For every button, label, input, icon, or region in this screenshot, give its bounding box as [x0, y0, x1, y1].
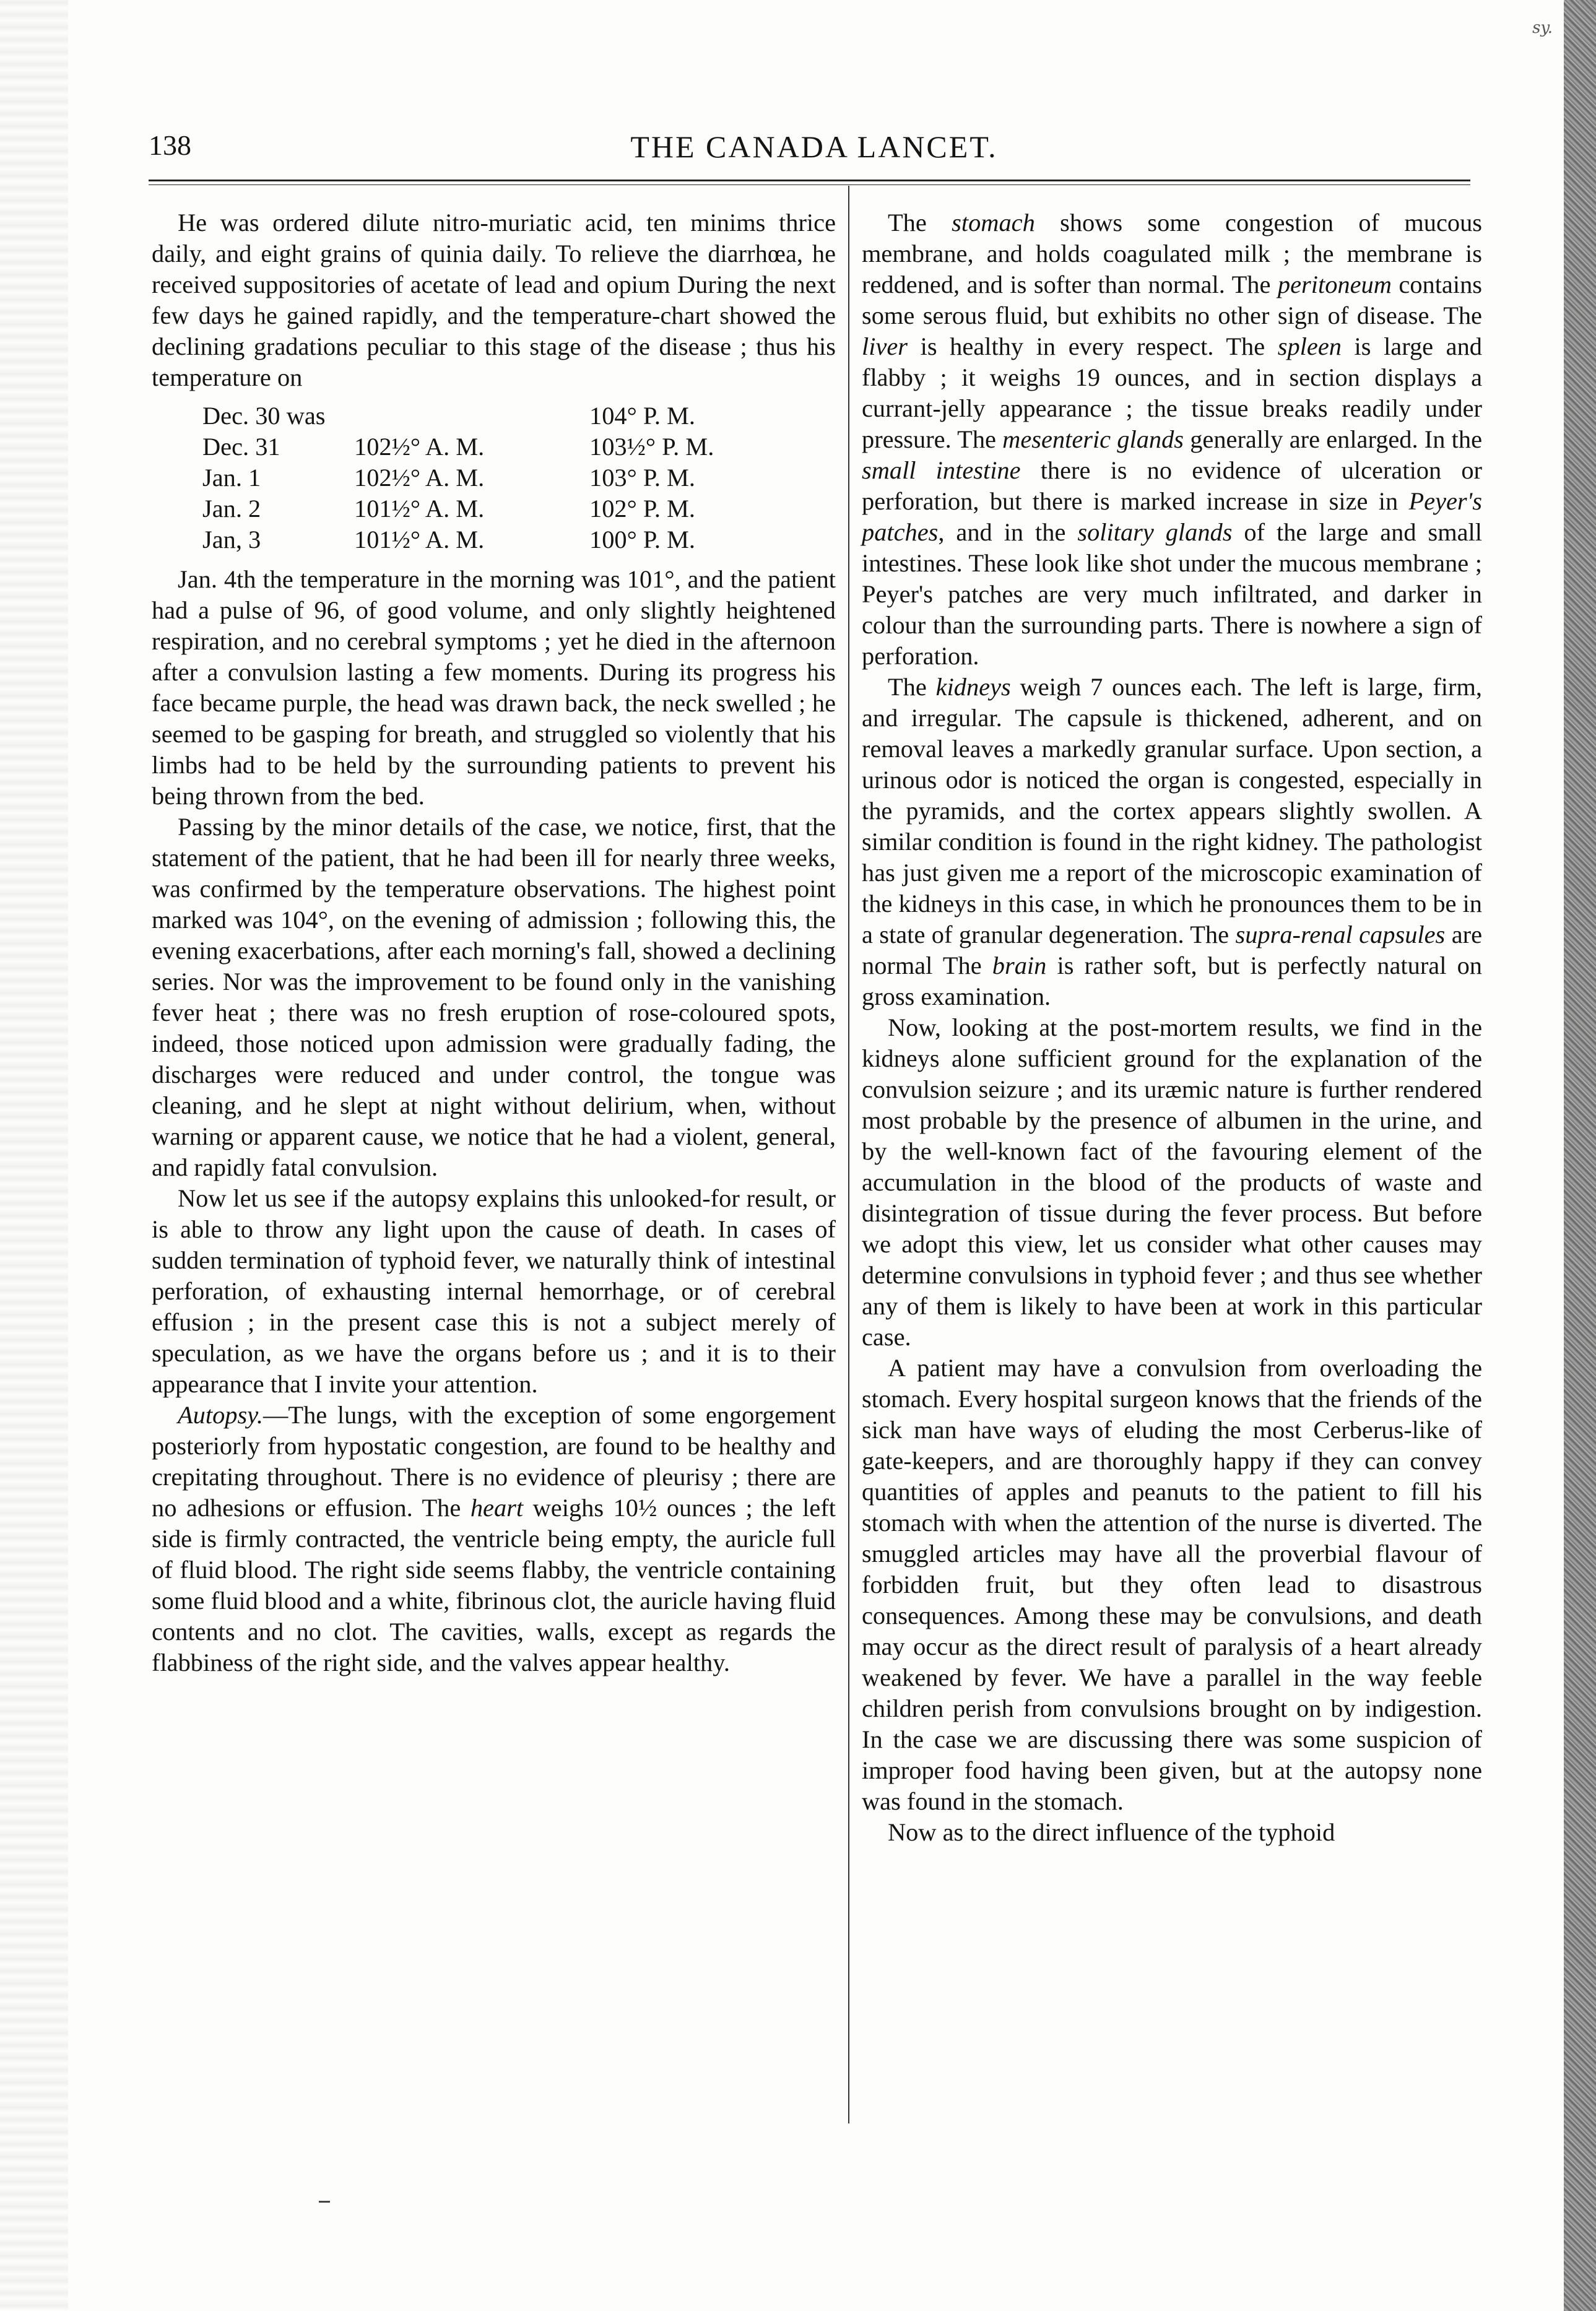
temperature-pm: 100° P. M.	[589, 526, 696, 553]
term-peritoneum: peritoneum	[1277, 271, 1392, 298]
scan-edge-right	[1564, 0, 1596, 2311]
term-heart: heart	[470, 1494, 524, 1522]
term-mesenteric-glands: mesenteric glands	[1002, 425, 1184, 453]
column-divider	[848, 186, 849, 2123]
temperature-row	[202, 401, 750, 431]
paragraph-abdominal-organs: The stomach shows some congestion of mucous membrane, and holds coagulated milk ; the membrane is reddened, and is softer than normal. The peritoneum contains some serous fluid, but exhibits no other sign of disease. The liver is healthy in every respect. The spleen is large and flabby ; it weighs 19 ounces, and in section displays a currant-jelly appearance ; the tissue breaks readily under pressure. The mesenteric glands generally are enlarged. In the small intestine there is no evidence of ulceration or perforation, but there is marked increase in size in Peyer's patches, and in the solitary glands of the large and small intestines. These look like shot under the mucous membrane ; Peyer's patches are very much infiltrated, and darker in colour than the surrounding parts. There is nowhere a sign of perforation.	[862, 209, 1483, 670]
paragraph-case-review: Passing by the minor details of the case, we notice, first, that the statement of the patient, that he had been ill for nearly three weeks, was confirmed by the temperature observations. The highest point marked was 104°, on the evening of admission ; following this, the evening exacerbations, after each morning's fall, showed a declining series. Nor was the improvement to be found only in the vanishing fever heat ; there was no fresh eruption of rose-coloured spots, indeed, those noticed upon admission were gradually fading, the discharges were reduced and under control, the tongue was cleaning, and he slept at night without delirium, when, without warning or apparent cause, we notice that he had a violent, general, and rapidly fatal convulsion.	[152, 813, 836, 1181]
right-column	[862, 207, 1482, 2157]
temperature-am: 102½° A. M.	[354, 464, 485, 492]
page-number: 138	[149, 129, 191, 161]
header-rule	[149, 180, 1470, 185]
paragraph-post-mortem-results: Now, looking at the post-mortem results, we find in the kidneys alone sufficient ground for the explanation of the convulsion seizure ; and its uræmic nature is further rendered most probable by the presence of albumen in the urine, and by the well-known fact of the favouring element of the accumulation in the blood of the products of waste and disintegration of tissue during the fever process. But before we adopt this view, let us consider what other causes may determine convulsions in typhoid fever ; and thus see whether any of them is likely to have been at work in this particular case.	[862, 1013, 1482, 1351]
temperature-am: 101½° A. M.	[354, 495, 485, 522]
corner-mark: sy.	[1532, 19, 1553, 37]
paragraph-death: Jan. 4th the temperature in the morning was 101°, and the patient had a pulse of 96, of good volume, and only slightly heightened respiration, and no cerebral symptoms ; yet he died in the afternoon after a convulsion lasting a few moments. During its progress his face became purple, the head was drawn back, the neck swelled ; he seemed to be gasping for breath, and struggled so violently that his limbs had to be held by the surrounding patients to prevent his being thrown from the bed.	[152, 565, 836, 810]
term-peyers-patches: Peyer's patches	[862, 487, 1482, 546]
term-solitary-glands: solitary glands	[1077, 518, 1233, 546]
paragraph-overloading-stomach: A patient may have a convulsion from overloading the stomach. Every hospital surgeon knows that the friends of the sick man have ways of eluding the most Cerberus-like of gate-keepers, and are thoroughly happy if they can convey quantities of apples and peanuts to the patient to fill his stomach with when the attention of the nurse is diverted. The smuggled articles may have all the proverbial flavour of forbidden fruit, but they often lead to disastrous consequences. Among these may be convulsions, and death may occur as the direct result of paralysis of a heart already weakened by fever. We have a parallel in the way feeble children perish from convulsions brought on by indigestion. In the case we are discussing there was some suspicion of improper food having been given, but at the autopsy none was found in the stomach.	[862, 1354, 1482, 1815]
paragraph-autopsy-intro: Now let us see if the autopsy explains this unlooked-for result, or is able to throw any light upon the cause of death. In cases of sudden termination of typhoid fever, we naturally think of intestinal perforation, of exhausting internal hemorrhage, or of cerebral effusion ; in the present case this is not a subject merely of speculation, as we have the organs before us ; and it is to their appearance that I invite your attention.	[152, 1184, 836, 1398]
autopsy-heading: Autopsy.	[178, 1401, 263, 1429]
scan-edge-left	[0, 0, 68, 2311]
temperature-row	[202, 462, 750, 493]
page-header	[149, 124, 1480, 173]
term-stomach: stomach	[952, 209, 1035, 236]
paragraph-typhoid-influence: Now as to the direct influence of the typhoid	[888, 1818, 1335, 1846]
journal-title: THE CANADA LANCET.	[630, 129, 998, 164]
paragraph-treatment: He was ordered dilute nitro-muriatic acid, ten minims thrice daily, and eight grains of quinia daily. To relieve the diarrhœa, he received suppositories of acetate of lead and opium During the next few days he gained rapidly, and the temperature-chart showed the declining gradations peculiar to this stage of the disease ; thus his temperature on	[152, 209, 836, 391]
paragraph-kidneys: The kidneys weigh 7 ounces each. The left is large, firm, and irregular. The capsule is thickened, adherent, and on removal leaves a markedly granular surface. Upon section, a urinous odor is noticed the organ is congested, especially in the pyramids, and the cortex appears slightly swollen. A similar condition is found in the right kidney. The pathologist has just given me a report of the microscopic examination of the kidneys in this case, in which he pronounces them to be in a state of granular degeneration. The supra-renal capsules are normal The brain is rather soft, but is perfectly natural on gross examination.	[862, 673, 1483, 1010]
temperature-row	[202, 493, 750, 524]
term-kidneys: kidneys	[935, 673, 1011, 701]
temperature-row	[202, 431, 750, 462]
left-column	[152, 207, 836, 2157]
temperature-date: Dec. 31	[202, 433, 280, 461]
temperature-date: Dec. 30 was	[202, 402, 326, 430]
term-small-intestine: small intestine	[862, 456, 1021, 484]
temperature-am: 102½° A. M.	[354, 433, 485, 461]
temperature-row	[202, 524, 750, 555]
temperature-pm: 103° P. M.	[589, 464, 696, 492]
temperature-pm: 104° P. M.	[589, 402, 696, 430]
term-spleen: spleen	[1277, 332, 1342, 360]
temperature-date: Jan, 3	[202, 526, 261, 553]
temperature-date: Jan. 2	[202, 495, 261, 522]
paragraph-autopsy: Autopsy.—The lungs, with the exception of some engorgement posteriorly from hypostatic congestion, are found to be healthy and crepitating throughout. There is no evidence of pleurisy ; there are no adhesions or effusion. The heart weighs 10½ ounces ; the left side is firmly contracted, the ventricle being empty, the auricle full of fluid blood. The right side seems flabby, the ventricle containing some fluid blood and a white, fibrinous clot, the auricle having fluid contents and no clot. The cavities, walls, except as regards the flabbiness of the right side, and the valves appear healthy.	[152, 1401, 836, 1676]
bottom-dash-mark	[319, 2201, 330, 2203]
temperature-table	[202, 401, 750, 555]
temperature-pm: 103½° P. M.	[589, 433, 714, 461]
temperature-am: 101½° A. M.	[354, 526, 485, 553]
term-brain: brain	[992, 952, 1047, 979]
term-liver: liver	[862, 332, 908, 360]
temperature-date: Jan. 1	[202, 464, 261, 492]
term-supra-renal-capsules: supra-renal capsules	[1235, 921, 1446, 948]
temperature-pm: 102° P. M.	[589, 495, 696, 522]
